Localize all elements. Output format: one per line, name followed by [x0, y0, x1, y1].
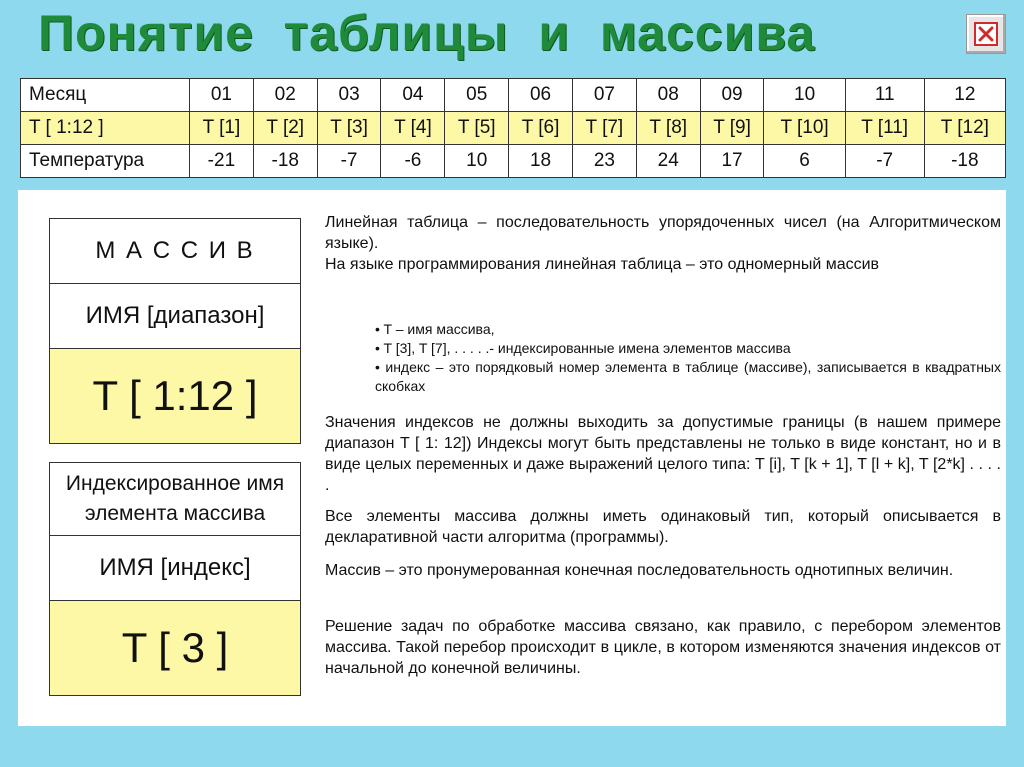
- table-cell: -7: [317, 145, 381, 178]
- table-cell: T [1]: [190, 112, 254, 145]
- table-cell: 05: [445, 79, 509, 112]
- table-cell: 10: [764, 79, 845, 112]
- array-definition-text: Массив – это пронумерованная конечная последовательность однотипных величин.: [325, 562, 954, 579]
- table-cell: 04: [381, 79, 445, 112]
- table-cell: T [2]: [253, 112, 317, 145]
- page-title: Понятие таблицы и массива: [38, 5, 816, 61]
- list-item: • индекс – это порядковый номер элемента в таблице (массиве), записывается в квадратных скобках: [375, 358, 1001, 396]
- table-cell: 17: [700, 145, 764, 178]
- type-rules-text: Все элементы массива должны иметь одинаковый тип, который описывается в декларативной части алгоритма (программы).: [325, 508, 1001, 546]
- paragraph: Линейная таблица – последовательность упорядоченных чисел (на Алгоритмическом языке).: [325, 214, 1001, 252]
- paragraph: На языке программирования линейная таблица – это одномерный массив: [325, 256, 880, 273]
- array-name-syntax: ИМЯ [диапазон]: [50, 284, 300, 349]
- table-cell: 23: [572, 145, 636, 178]
- table-cell: T [9]: [700, 112, 764, 145]
- array-definition-box: [49, 218, 301, 444]
- close-icon: [974, 22, 998, 46]
- table-cell: T [11]: [845, 112, 924, 145]
- table-cell: 6: [764, 145, 845, 178]
- indexed-name-header: Индексированное имя элемента массива: [50, 463, 300, 536]
- processing-text: Решение задач по обработке массива связано, как правило, с перебором элементов массива. Такой перебор происходит в цикле, в котором изменяются значения индексов от начальной до конечной величины.: [325, 618, 1001, 677]
- table-cell: T [12]: [924, 112, 1005, 145]
- table-cell: T [4]: [381, 112, 445, 145]
- close-button[interactable]: [966, 14, 1006, 54]
- table-cell: T [5]: [445, 112, 509, 145]
- month-row: [21, 79, 1006, 112]
- indexed-element-box: [49, 462, 301, 696]
- table-cell: -18: [253, 145, 317, 178]
- indexed-example: T [ 3 ]: [50, 601, 300, 695]
- table-cell: T [10]: [764, 112, 845, 145]
- bullet-list: [325, 320, 1001, 396]
- table-cell: 01: [190, 79, 254, 112]
- table-cell: 12: [924, 79, 1005, 112]
- table-cell: 18: [509, 145, 573, 178]
- table-cell: T [7]: [572, 112, 636, 145]
- row-header: Температура: [21, 145, 190, 178]
- table-cell: -6: [381, 145, 445, 178]
- table-cell: 06: [509, 79, 573, 112]
- array-header: М А С С И В: [50, 219, 300, 284]
- array-example: T [ 1:12 ]: [50, 349, 300, 443]
- index-rules-text: Значения индексов не должны выходить за допустимые границы (в нашем примере диапазон T [ 1: 12]) Индексы могут быть представлены не только в виде констант, но и в виде целых переменных и даже выражений целого типа: T [i], T [k + 1], T [l + k], T [2*k] . . . . .: [325, 414, 1001, 494]
- row-header: T [ 1:12 ]: [21, 112, 190, 145]
- list-item: • T – имя массива,: [375, 320, 1001, 339]
- table-cell: 03: [317, 79, 381, 112]
- table-cell: -7: [845, 145, 924, 178]
- table-cell: 10: [445, 145, 509, 178]
- table-cell: 24: [636, 145, 700, 178]
- table-cell: 07: [572, 79, 636, 112]
- row-header: Месяц: [21, 79, 190, 112]
- table-cell: -21: [190, 145, 254, 178]
- temperature-row: [21, 145, 1006, 178]
- bullet-block: [325, 320, 1001, 396]
- table-cell: 02: [253, 79, 317, 112]
- list-item: • T [3], T [7], . . . . .- индексированные имена элементов массива: [375, 339, 1001, 358]
- table-cell: 08: [636, 79, 700, 112]
- content-panel: [18, 190, 1006, 726]
- index-row: [21, 112, 1006, 145]
- table-cell: T [8]: [636, 112, 700, 145]
- indexed-name-syntax: ИМЯ [индекс]: [50, 536, 300, 601]
- definition-text: [325, 212, 1001, 275]
- table-cell: 09: [700, 79, 764, 112]
- table-cell: -18: [924, 145, 1005, 178]
- temperature-table: [20, 78, 1006, 178]
- table-cell: 11: [845, 79, 924, 112]
- table-cell: T [3]: [317, 112, 381, 145]
- table-cell: T [6]: [509, 112, 573, 145]
